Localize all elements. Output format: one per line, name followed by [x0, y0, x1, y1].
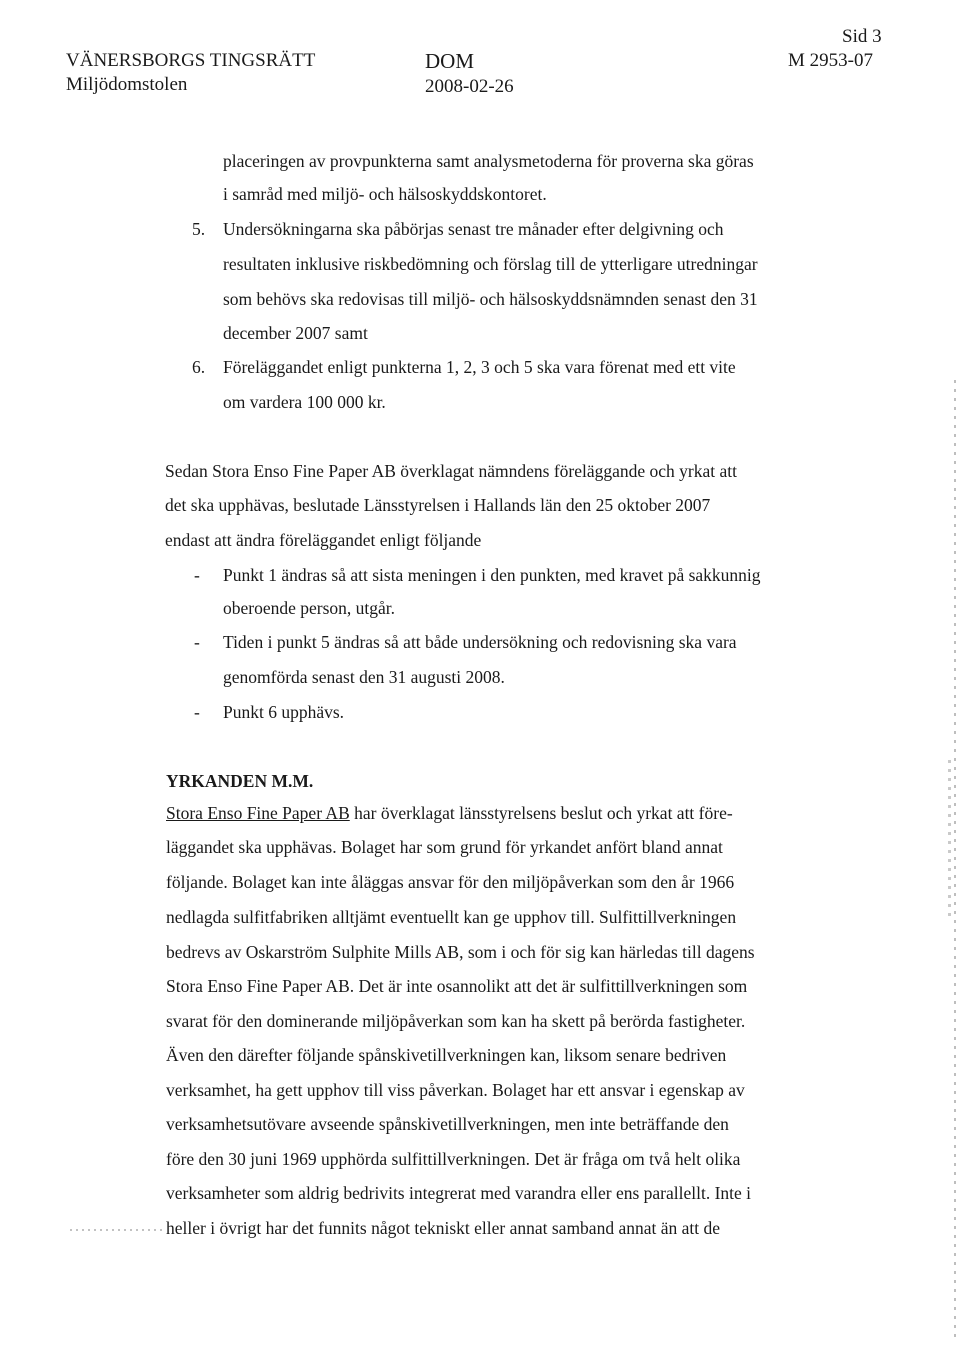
item-6-line: om vardera 100 000 kr.: [223, 392, 386, 412]
item-5-line: som behövs ska redovisas till miljö- och hälsoskyddsnämnden senast den 31: [223, 289, 758, 309]
scan-edge-mark: [948, 760, 951, 920]
scan-speck: [70, 1229, 165, 1231]
item-6-number: 6.: [192, 357, 206, 377]
section-line: svarat för den dominerande miljöpåverkan som kan ha skett på berörda fastigheter.: [166, 1011, 746, 1031]
change-dash: -: [194, 565, 200, 585]
section-line: nedlagda sulfitfabriken alltjämt eventuellt kan ge upphov till. Sulfittillverkningen: [166, 907, 737, 927]
change-line: Tiden i punkt 5 ändras så att både undersökning och redovisning ska vara: [223, 632, 737, 652]
section-line: verksamhet, ha gett upphov till viss påverkan. Bolaget har ett ansvar i egenskap av: [166, 1080, 745, 1100]
section-heading: YRKANDEN M.M.: [166, 771, 314, 791]
intro-line: endast att ändra föreläggandet enligt följande: [165, 530, 482, 550]
item-5-line: resultaten inklusive riskbedömning och förslag till de ytterligare utredningar: [223, 254, 758, 274]
item-5-line: december 2007 samt: [223, 323, 368, 343]
section-line: följande. Bolaget kan inte åläggas ansvar för den miljöpåverkan som den år 1966: [166, 872, 735, 892]
section-line: bedrevs av Oskarström Sulphite Mills AB, som i och för sig kan härledas till dagens: [166, 942, 755, 962]
scan-edge-mark: [954, 380, 956, 1340]
change-dash: -: [194, 632, 200, 652]
document-type: DOM: [425, 49, 475, 73]
section-line: verksamheter som aldrig bedrivits integrerat med varandra eller ens parallellt. Inte i: [166, 1183, 752, 1203]
section-line: Stora Enso Fine Paper AB. Det är inte osannolikt att det är sulfittillverkningen som: [166, 976, 748, 996]
department-name: Miljödomstolen: [66, 74, 188, 95]
change-line: Punkt 1 ändras så att sista meningen i den punkten, med kravet på sakkunnig: [223, 565, 761, 585]
list-continuation-line: i samråd med miljö- och hälsoskyddskontoret.: [223, 184, 547, 204]
change-line: genomförda senast den 31 augusti 2008.: [223, 667, 505, 687]
party-name: Stora Enso Fine Paper AB: [166, 803, 350, 823]
page-number: Sid 3: [842, 26, 882, 47]
intro-line: Sedan Stora Enso Fine Paper AB överklagat nämndens föreläggande och yrkat att: [165, 461, 737, 481]
item-6-line: Föreläggandet enligt punkterna 1, 2, 3 och 5 ska vara förenat med ett vite: [223, 357, 736, 377]
section-line: Även den därefter följande spånskivetillverkningen kan, liksom senare bedriven: [166, 1045, 727, 1065]
document-date: 2008-02-26: [425, 76, 514, 97]
court-name: VÄNERSBORGS TINGSRÄTT: [66, 50, 316, 71]
section-line: heller i övrigt har det funnits något tekniskt eller annat samband annat än att de: [166, 1218, 720, 1238]
section-line: verksamhetsutövare avseende spånskivetillverkningen, men inte beträffande den: [166, 1114, 729, 1134]
change-line: Punkt 6 upphävs.: [223, 702, 345, 722]
intro-line: det ska upphävas, beslutade Länsstyrelsen i Hallands län den 25 oktober 2007: [165, 495, 711, 515]
section-line: före den 30 juni 1969 upphörda sulfittillverkningen. Det är fråga om två helt olika: [166, 1149, 741, 1169]
case-number: M 2953-07: [788, 50, 873, 71]
list-continuation-line: placeringen av provpunkterna samt analysmetoderna för proverna ska göras: [223, 151, 754, 171]
section-first-line: [166, 803, 733, 823]
section-line-rest: har överklagat länsstyrelsens beslut och yrkat att före-: [349, 803, 733, 823]
item-5-line: Undersökningarna ska påbörjas senast tre månader efter delgivning och: [223, 219, 724, 239]
item-5-number: 5.: [192, 219, 206, 239]
section-line: läggandet ska upphävas. Bolaget har som grund för yrkandet anfört bland annat: [166, 837, 723, 857]
change-dash: -: [194, 702, 200, 722]
change-line: oberoende person, utgår.: [223, 598, 396, 618]
